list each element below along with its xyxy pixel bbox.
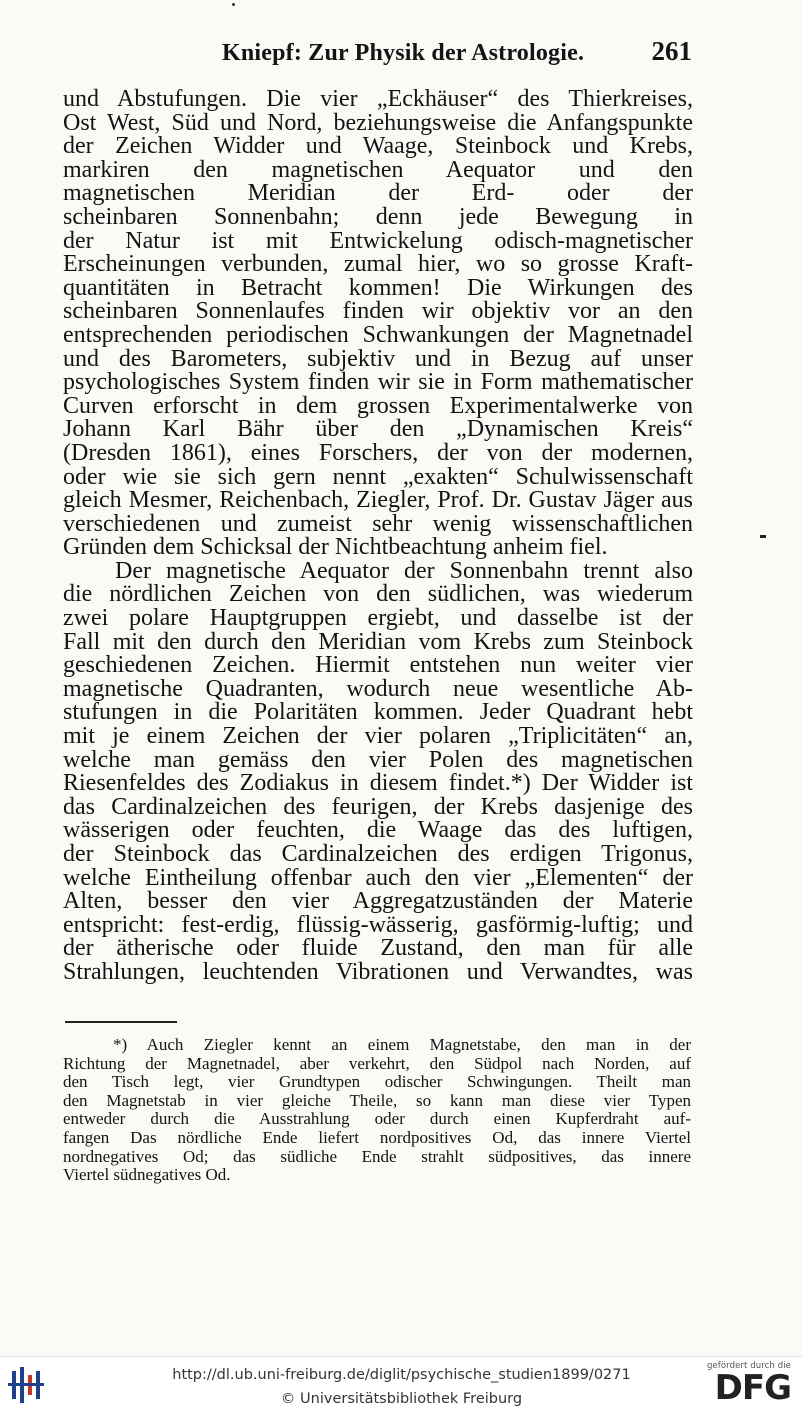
footer-bar bbox=[0, 1356, 803, 1414]
body-line: zwei polare Hauptgruppen ergiebt, und dasselbe ist der bbox=[63, 607, 693, 631]
body-line: entsprechenden periodischen Schwankungen der Magnetnadel bbox=[63, 323, 693, 348]
footnote-line: den Magnetstab in vier gleiche Theile, so kann man diese vier Typen bbox=[63, 1091, 691, 1110]
footnote-rule bbox=[65, 1021, 177, 1023]
copyright-text: © Universitätsbibliothek Freiburg bbox=[280, 1391, 523, 1407]
body-line: scheinbaren Sonnenlaufes finden wir objektiv vor an den bbox=[63, 300, 693, 324]
body-line: scheinbaren Sonnenbahn; denn jede Bewegung in bbox=[63, 205, 693, 230]
body-line: der ätherische oder fluide Zustand, den man für alle bbox=[63, 937, 693, 961]
paragraph-start-line: Der magnetische Aequator der Sonnenbahn trennt also bbox=[115, 559, 693, 584]
dfg-wordmark: DFG bbox=[714, 1368, 791, 1408]
footnote-line: fangen Das nördliche Ende liefert nordpositives Od, das innere Viertel bbox=[63, 1128, 691, 1147]
body-line: Alten, besser den vier Aggregatzuständen der Materie bbox=[63, 890, 693, 914]
footnote-line: nordnegatives Od; das südliche Ende strahlt südpositives, das innere bbox=[63, 1147, 691, 1166]
scan-speck bbox=[232, 3, 235, 6]
footnote-line: Viertel südnegatives Od. bbox=[63, 1166, 231, 1185]
body-line: welche Eintheilung offenbar auch den vier „Elementen“ der bbox=[63, 866, 693, 891]
body-line: Gründen dem Schicksal der Nichtbeachtung anheim fiel. bbox=[63, 536, 608, 560]
body-line: wässerigen oder feuchten, die Waage das des luftigen, bbox=[63, 819, 693, 843]
body-line: der Steinbock das Cardinalzeichen des erdigen Trigonus, bbox=[63, 843, 693, 867]
body-line: der Natur ist mit Entwickelung odisch-magnetischer bbox=[63, 229, 693, 254]
body-line: Ost West, Süd und Nord, beziehungsweise die Anfangspunkte bbox=[63, 111, 693, 136]
body-line: oder wie sie sich gern nennt „exakten“ Schulwissenschaft bbox=[63, 465, 693, 490]
body-line: stufungen in die Polaritäten kommen. Jeder Quadrant hebt bbox=[63, 701, 693, 726]
running-head bbox=[64, 36, 692, 70]
body-line: die nördlichen Zeichen von den südlichen, was wiederum bbox=[63, 583, 693, 608]
body-line: markiren den magnetischen Aequator und den bbox=[63, 158, 693, 183]
body-line: quantitäten in Betracht kommen! Die Wirkungen des bbox=[63, 276, 693, 301]
body-line: mit je einem Zeichen der vier polaren „Triplicitäten“ an, bbox=[63, 725, 693, 749]
footnote-line: *) Auch Ziegler kennt an einem Magnetstabe, den man in der bbox=[113, 1036, 691, 1054]
body-line: Strahlungen, leuchtenden Vibrationen und Verwandtes, was bbox=[63, 960, 693, 985]
body-line: Fall mit den durch den Meridian vom Krebs zum Steinbock bbox=[63, 630, 693, 655]
body-line: magnetische Quadranten, wodurch neue wesentliche Ab- bbox=[63, 677, 693, 702]
margin-mark bbox=[760, 535, 766, 538]
body-line: und des Barometers, subjektiv und in Bezug auf unser bbox=[63, 347, 693, 372]
body-line: (Dresden 1861), eines Forschers, der von der modernen, bbox=[63, 441, 693, 466]
source-url-link[interactable]: http://dl.ub.uni-freiburg.de/diglit/psychische_studien1899/0271 bbox=[172, 1367, 631, 1383]
running-head-title: Kniepf: Zur Physik der Astrologie. bbox=[222, 40, 585, 66]
body-line: der Zeichen Widder und Waage, Steinbock und Krebs, bbox=[63, 135, 693, 159]
footnote bbox=[63, 1036, 691, 1185]
body-line: entspricht: fest-erdig, flüssig-wässerig, gasförmig-luftig; und bbox=[63, 913, 693, 938]
footnote-line: den Tisch legt, vier Grundtypen odischer Schwingungen. Theilt man bbox=[63, 1073, 691, 1092]
body-line: Riesenfeldes des Zodiakus in diesem findet.*) Der Widder ist bbox=[63, 772, 693, 796]
footnote-line: Richtung der Magnetnadel, aber verkehrt, den Südpol nach Norden, auf bbox=[63, 1054, 691, 1073]
dfg-logo bbox=[701, 1361, 791, 1411]
footnote-line: entweder durch die Ausstrahlung oder durch einen Kupferdraht auf- bbox=[63, 1110, 691, 1129]
body-line: verschiedenen und zumeist sehr wenig wissenschaftlichen bbox=[63, 512, 693, 537]
dfg-caption: gefördert durch die bbox=[706, 1361, 791, 1371]
body-line: Johann Karl Bähr über den „Dynamischen Kreis“ bbox=[63, 418, 693, 442]
body-line: und Abstufungen. Die vier „Eckhäuser“ des Thierkreises, bbox=[63, 88, 693, 112]
page-number: 261 bbox=[651, 36, 692, 66]
body-text bbox=[63, 88, 693, 985]
body-line: magnetischen Meridian der Erd- oder der bbox=[63, 182, 693, 206]
body-line: welche man gemäss den vier Polen des magnetischen bbox=[63, 748, 693, 773]
body-line: Curven erforscht in dem grossen Experimentalwerke von bbox=[63, 394, 693, 419]
body-line: psychologisches System finden wir sie in Form mathematischer bbox=[63, 371, 693, 395]
body-line: gleich Mesmer, Reichenbach, Ziegler, Prof. Dr. Gustav Jäger aus bbox=[63, 489, 693, 513]
body-line: Erscheinungen verbunden, zumal hier, wo so grosse Kraft- bbox=[63, 253, 693, 277]
body-line: geschiedenen Zeichen. Hiermit entstehen nun weiter vier bbox=[63, 654, 693, 678]
body-line: das Cardinalzeichen des feurigen, der Krebs dasjenige des bbox=[63, 795, 693, 820]
